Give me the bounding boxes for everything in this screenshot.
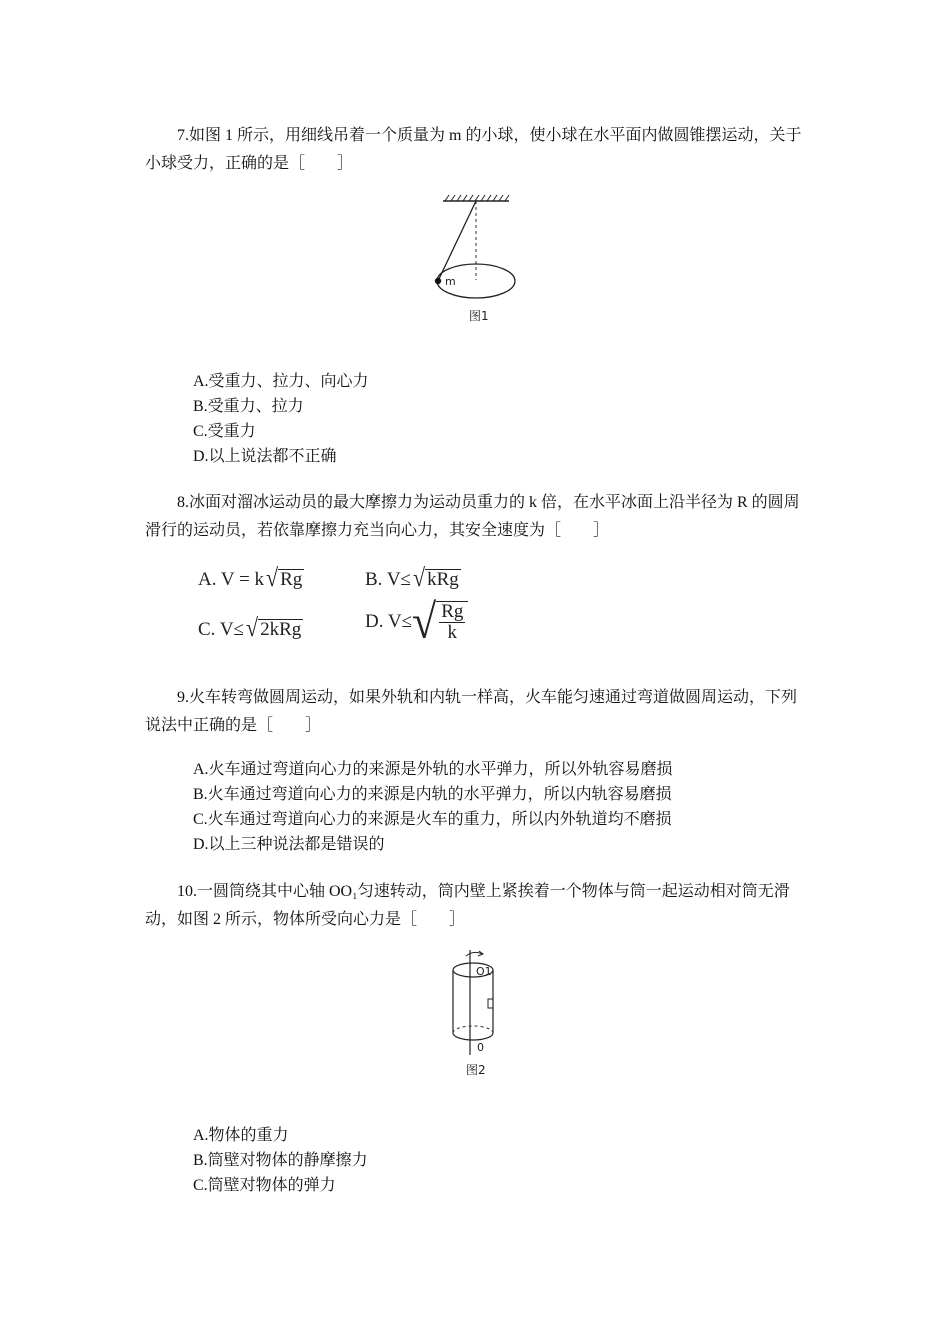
q10-option-b: B.筒壁对物体的静摩擦力: [193, 1152, 368, 1169]
q9-option-b: B.火车通过弯道向心力的来源是内轨的水平弹力，所以内轨容易磨损: [193, 786, 672, 803]
q8-option-d-prefix: D. V≤: [365, 611, 413, 632]
question-8-stem: 8.冰面对溜冰运动员的最大摩擦力为运动员重力的 k 倍，在水平冰面上沿半径为 R 的圆周滑行的运动员，若依靠摩擦力充当向心力，其安全速度为［ ］: [145, 494, 800, 539]
q9-option-a: A.火车通过弯道向心力的来源是外轨的水平弹力，所以外轨容易磨损: [193, 761, 673, 778]
q9-option-c: C.火车通过弯道向心力的来源是火车的重力，所以内外轨道均不磨损: [193, 811, 672, 828]
figure-2-caption: 图2: [466, 1063, 486, 1077]
q8-option-d-fraction: [436, 601, 468, 643]
question-10-stem: 10.一圆筒绕其中心轴 OO₁匀速转动，筒内壁上紧挨着一个物体与筒一起运动相对筒无滑动，如图 2 所示，物体所受向心力是［ ］: [145, 883, 790, 928]
q8-option-d: [365, 594, 468, 649]
q7-option-d: D.以上说法都不正确: [193, 448, 337, 465]
question-7-stem: 7.如图 1 所示，用细线吊着一个质量为 m 的小球，使小球在水平面内做圆锥摆运动，关于小球受力，正确的是［ ］: [145, 127, 802, 172]
q7-option-b: B.受重力、拉力: [193, 398, 304, 415]
radical-sign-icon: √: [245, 613, 259, 642]
q8-option-c-prefix: C. V≤: [198, 619, 244, 640]
q8-option-d-denominator: k: [447, 622, 458, 643]
o1-label: O1: [476, 965, 492, 978]
string-line: [438, 201, 476, 281]
q8-option-c: [198, 615, 303, 641]
mass-label: m: [445, 275, 456, 288]
q8-option-b-prefix: B. V≤: [365, 569, 411, 590]
radical-sign-icon: √: [265, 563, 279, 592]
figure-1-conical-pendulum: [425, 192, 525, 327]
cylinder-bottom-back: [453, 1026, 493, 1033]
q9-option-d: D.以上三种说法都是错误的: [193, 836, 385, 853]
o-label: 0: [477, 1041, 484, 1054]
ball: [435, 278, 441, 284]
q8-option-b: [365, 565, 461, 591]
q8-option-a-radicand: Rg: [280, 569, 303, 590]
object-block: [488, 999, 493, 1008]
q8-option-d-numerator: Rg: [441, 601, 464, 622]
radical-sign-icon: √: [412, 594, 437, 649]
q10-option-a: A.物体的重力: [193, 1127, 289, 1144]
figure-2-rotating-cylinder: [440, 948, 510, 1080]
q8-option-a-prefix: A. V = k: [198, 569, 264, 590]
radical-sign-icon: √: [412, 563, 426, 592]
q8-option-b-radicand: kRg: [427, 569, 459, 590]
q10-option-c: C.筒壁对物体的弹力: [193, 1177, 336, 1194]
question-9-stem: 9.火车转弯做圆周运动，如果外轨和内轨一样高，火车能匀速通过弯道做圆周运动，下列说法中正确的是［ ］: [145, 689, 798, 734]
q8-option-c-radicand: 2kRg: [260, 619, 302, 640]
q7-option-c: C.受重力: [193, 423, 256, 440]
q7-option-a: A.受重力、拉力、向心力: [193, 373, 369, 390]
q8-option-a: [198, 565, 304, 591]
cylinder-bottom-front: [453, 1033, 493, 1040]
ceiling-hatch: [445, 195, 509, 201]
figure-1-caption: 图1: [469, 309, 489, 323]
